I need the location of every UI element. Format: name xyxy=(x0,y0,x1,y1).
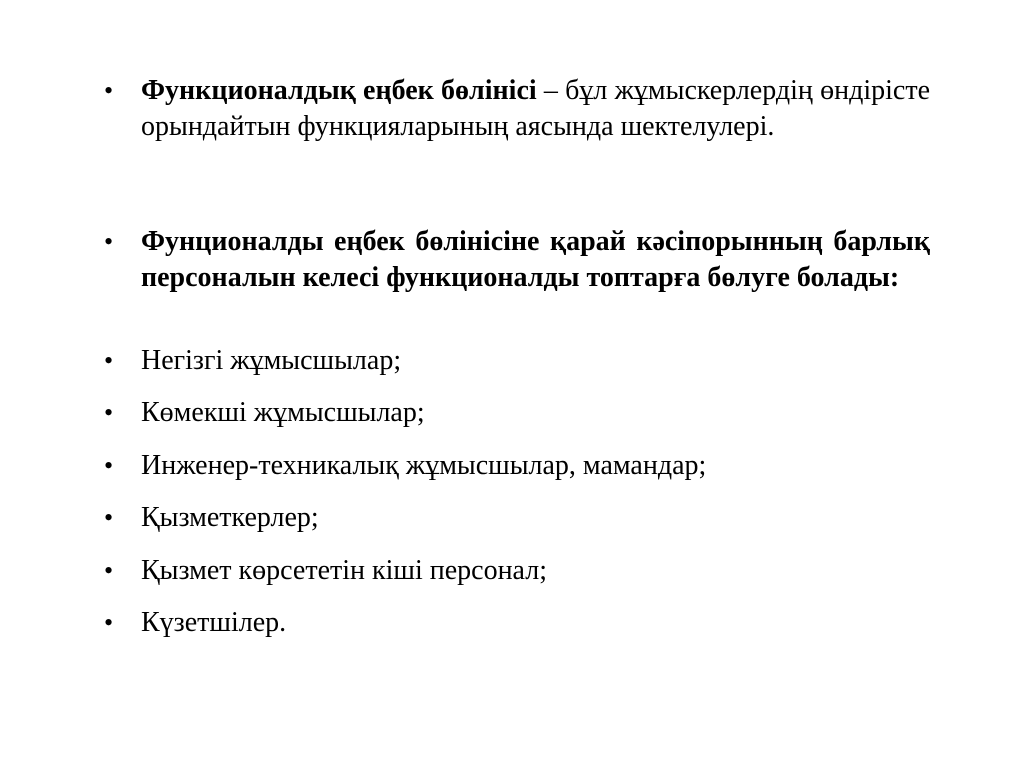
groups-intro-text: Фунционалды еңбек бөлінісіне қарай кәсіпорынның барлық персоналын келесі функционалды топтарға бөлуге болады: xyxy=(141,226,930,293)
list-item xyxy=(104,448,930,484)
group-item-text: Негізгі жұмысшылар; xyxy=(141,345,402,376)
list-item xyxy=(104,224,930,296)
group-item-text: Қызметкерлер; xyxy=(141,502,319,533)
list-item xyxy=(104,553,930,589)
bullet-icon: • xyxy=(104,451,114,480)
list-item xyxy=(104,343,930,379)
list-item xyxy=(104,605,930,641)
group-item-text: Күзетшілер. xyxy=(141,607,287,638)
group-item-text: Қызмет көрсететін кіші персонал; xyxy=(141,555,547,586)
list-item xyxy=(104,73,930,145)
bullet-icon: • xyxy=(104,398,114,427)
bullet-icon: • xyxy=(104,76,114,105)
bullet-icon: • xyxy=(104,556,114,585)
group-item-text: Көмекші жұмысшылар; xyxy=(141,397,425,428)
bullet-icon: • xyxy=(104,346,114,375)
definition-rest: – бұл жұмыскерлердің өндірісте орындайтын функцияларының аясында шектелулері. xyxy=(141,75,930,142)
definition-text xyxy=(141,73,930,145)
group-item-text: Инженер-техникалық жұмысшылар, мамандар; xyxy=(141,450,707,481)
list-item xyxy=(104,500,930,536)
bullet-icon: • xyxy=(104,503,114,532)
bullet-icon: • xyxy=(104,608,114,637)
bullet-icon: • xyxy=(104,227,114,256)
list-item xyxy=(104,395,930,431)
term-bold: Функционалдық еңбек бөлінісі xyxy=(141,75,537,106)
